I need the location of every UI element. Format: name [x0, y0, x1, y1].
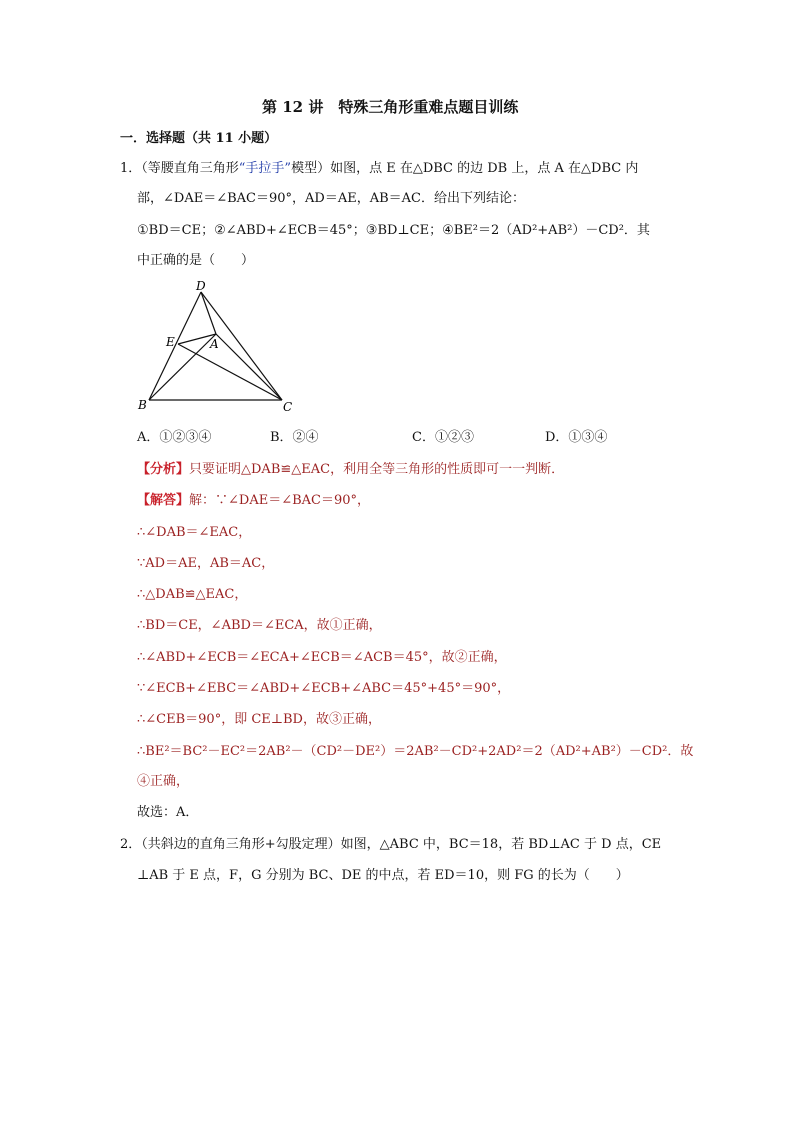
q1-answer-line-6: ∴∠ABD+∠ECB＝∠ECA+∠ECB＝∠ACB＝45°，故②正确，: [137, 650, 507, 665]
q2-line-1: 2．（共斜边的直角三角形+勾股定理）如图，△ABC 中，BC＝18，若 BD⊥AC 于 D 点，CE: [120, 837, 662, 852]
analysis-text: 只要证明△DAB≌△EAC，利用全等三角形的性质即可一一判断．: [189, 462, 565, 477]
q1-line-4: 中正确的是（ ）: [137, 253, 255, 268]
q1-line-1-post: 模型）如图，点 E 在△DBC 的边 DB 上，点 A 在△DBC 内: [291, 161, 639, 176]
q1-answer-line-7: ∵∠ECB+∠EBC＝∠ABD+∠ECB+∠ABC＝45°+45°＝90°，: [137, 681, 511, 696]
answer-tag: 【解答】: [137, 493, 190, 508]
q1-option-c: C．①②③: [412, 430, 474, 445]
section-heading: 一．选择题（共 11 小题）: [120, 131, 278, 146]
q1-line-2: 部，∠DAE＝∠BAC＝90°，AD＝AE，AB＝AC．给出下列结论：: [137, 191, 525, 206]
q1-option-d: D．①③④: [545, 430, 608, 445]
label-a: A: [210, 337, 219, 351]
q1-line-3: ①BD＝CE；②∠ABD+∠ECB＝45°；③BD⊥CE；④BE²＝2（AD²+AB²）－CD²．其: [137, 223, 650, 238]
segment-db: [149, 292, 201, 400]
q1-answer-line-2: ∴∠DAB＝∠EAC，: [137, 525, 252, 540]
q1-option-b: B．②④: [270, 430, 319, 445]
q1-line-1-pre: 1．（等腰直角三角形: [120, 161, 239, 176]
segment-ec: [178, 344, 282, 400]
q1-figure: [130, 278, 300, 418]
q1-answer-line-11: 故选：A．: [137, 805, 199, 820]
triangle-diagram: [130, 278, 300, 418]
q1-answer-line-3: ∵AD＝AE，AB＝AC，: [137, 556, 275, 571]
answer-text: 解：∵∠DAE＝∠BAC＝90°，: [189, 493, 371, 508]
segment-ab: [149, 334, 216, 400]
q1-answer-line-8: ∴∠CEB＝90°，即 CE⊥BD，故③正确，: [137, 712, 381, 727]
q1-answer-line-1: [137, 492, 370, 510]
q1-line-1: [120, 160, 638, 178]
label-e: E: [166, 335, 175, 349]
q1-analysis: [137, 461, 564, 479]
segment-da: [201, 292, 216, 334]
page-title: 第 12 讲 特殊三角形重难点题目训练: [262, 98, 519, 116]
q1-answer-line-5: ∴BD＝CE，∠ABD＝∠ECA，故①正确，: [137, 618, 382, 633]
q1-answer-line-10: ④正确，: [137, 774, 190, 789]
q1-answer-line-4: ∴△DAB≌△EAC，: [137, 587, 248, 602]
q1-option-a: A．①②③④: [137, 430, 212, 445]
analysis-tag: 【分析】: [137, 462, 190, 477]
q1-answer-line-9: ∴BE²＝BC²－EC²＝2AB²－（CD²－DE²）＝2AB²－CD²+2AD²＝2（AD²+AB²）－CD²．故: [137, 744, 694, 759]
q2-line-2: ⊥AB 于 E 点，F，G 分别为 BC、DE 的中点，若 ED＝10，则 FG 的长为（ ）: [137, 868, 629, 883]
label-c: C: [283, 400, 293, 414]
label-d: D: [196, 279, 206, 293]
label-b: B: [138, 398, 147, 412]
segment-ac: [216, 334, 282, 400]
q1-model-name: “手拉手”: [238, 161, 292, 176]
